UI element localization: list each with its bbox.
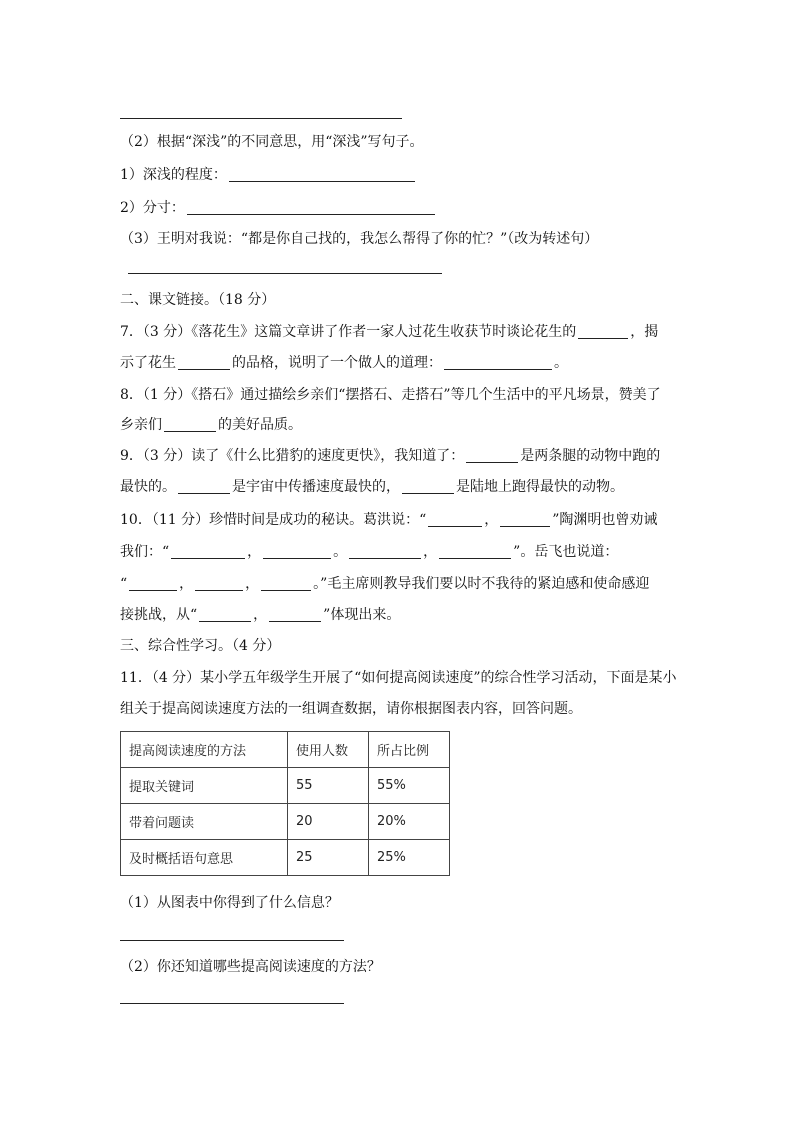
table-header-row xyxy=(121,732,450,768)
q8-line-2: 乡亲们 的美好品质。 xyxy=(120,417,302,433)
answer-blank[interactable] xyxy=(261,576,311,591)
q10-line-3: “ ， ， 。”毛主席则教导我们要以时不我待的紧迫感和使命感迎 xyxy=(120,576,650,592)
answer-blank[interactable] xyxy=(439,544,511,559)
answer-blank[interactable] xyxy=(578,324,628,339)
answer-blank[interactable] xyxy=(269,607,321,622)
q2-title: （2）根据“深浅”的不同意思，用“深浅”写句子。 xyxy=(120,134,424,150)
survey-table xyxy=(120,731,450,876)
q10-line-2: 我们：“ ， 。 ， ”。岳飞也说道： xyxy=(120,544,619,560)
q9-line-2: 最快的。 是宇宙中传播速度最快的， 是陆地上跑得最快的动物。 xyxy=(120,479,624,495)
q7-line-1: 7．（3 分）《落花生》这篇文章讲了作者一家人过花生收获节时谈论花生的 ，揭 xyxy=(120,324,659,340)
table-row xyxy=(121,768,450,804)
q11-line-2: 组关于提高阅读速度方法的一组调查数据，请你根据图表内容，回答问题。 xyxy=(120,701,582,717)
answer-blank[interactable] xyxy=(500,512,550,527)
answer-line[interactable] xyxy=(120,1003,344,1004)
section-2-title: 二、课文链接。（18 分） xyxy=(120,292,276,308)
answer-blank[interactable] xyxy=(178,355,230,370)
table-cell: 25 xyxy=(288,840,369,876)
q11-sub-2: （2）你还知道哪些提高阅读速度的方法？ xyxy=(120,959,381,975)
q3-title: （3）王明对我说：“都是你自己找的，我怎么帮得了你的忙？”（改为转述句） xyxy=(120,231,599,247)
answer-blank[interactable] xyxy=(466,448,518,463)
table-cell: 带着问题读 xyxy=(121,804,288,840)
q2-item-1: 1）深浅的程度： xyxy=(120,165,417,185)
q7-line-2: 示了花生 的品格，说明了一个做人的道理： 。 xyxy=(120,355,568,371)
answer-blank[interactable] xyxy=(129,576,177,591)
table-cell: 及时概括语句意思 xyxy=(121,840,288,876)
q11-sub-1: （1）从图表中你得到了什么信息？ xyxy=(120,895,339,911)
table-cell: 提取关键词 xyxy=(121,768,288,804)
table-row xyxy=(121,804,450,840)
answer-blank[interactable] xyxy=(195,576,243,591)
table-header-cell: 提高阅读速度的方法 xyxy=(121,732,288,768)
answer-blank[interactable] xyxy=(187,200,435,215)
q10-line-4: 接挑战，从“ ， ”体现出来。 xyxy=(120,607,401,623)
section-3-title: 三、综合性学习。（4 分） xyxy=(120,638,281,654)
answer-blank[interactable] xyxy=(229,167,415,182)
q8-line-1: 8．（1 分）《搭石》通过描绘乡亲们“摆搭石、走搭石”等几个生活中的平凡场景，赞美了 xyxy=(120,387,661,403)
answer-line[interactable] xyxy=(128,273,442,274)
q11-line-1: 11．（4 分）某小学五年级学生开展了“如何提高阅读速度”的综合性学习活动，下面是某小 xyxy=(120,670,677,686)
table-cell: 55% xyxy=(369,768,450,804)
answer-blank[interactable] xyxy=(199,607,251,622)
table-cell: 20% xyxy=(369,804,450,840)
q9-line-1: 9．（3 分）读了《什么比猎豹的速度更快》，我知道了： 是两条腿的动物中跑的 xyxy=(120,448,661,464)
table-cell: 20 xyxy=(288,804,369,840)
table-cell: 55 xyxy=(288,768,369,804)
answer-blank[interactable] xyxy=(444,355,552,370)
table-header-cell: 使用人数 xyxy=(288,732,369,768)
answer-blank[interactable] xyxy=(402,479,454,494)
answer-blank[interactable] xyxy=(178,479,230,494)
answer-blank[interactable] xyxy=(428,512,482,527)
answer-blank[interactable] xyxy=(171,544,245,559)
q2-item-2: 2）分寸： xyxy=(120,198,437,218)
answer-blank[interactable] xyxy=(164,417,216,432)
answer-line[interactable] xyxy=(120,940,344,941)
answer-blank[interactable] xyxy=(349,544,421,559)
table-header-cell: 所占比例 xyxy=(369,732,450,768)
table-cell: 25% xyxy=(369,840,450,876)
table-row xyxy=(121,840,450,876)
answer-line xyxy=(120,118,402,119)
answer-blank[interactable] xyxy=(263,544,331,559)
q10-line-1: 10．（11 分）珍惜时间是成功的秘诀。葛洪说：“ ， ”陶渊明也曾劝诫 xyxy=(120,512,658,528)
